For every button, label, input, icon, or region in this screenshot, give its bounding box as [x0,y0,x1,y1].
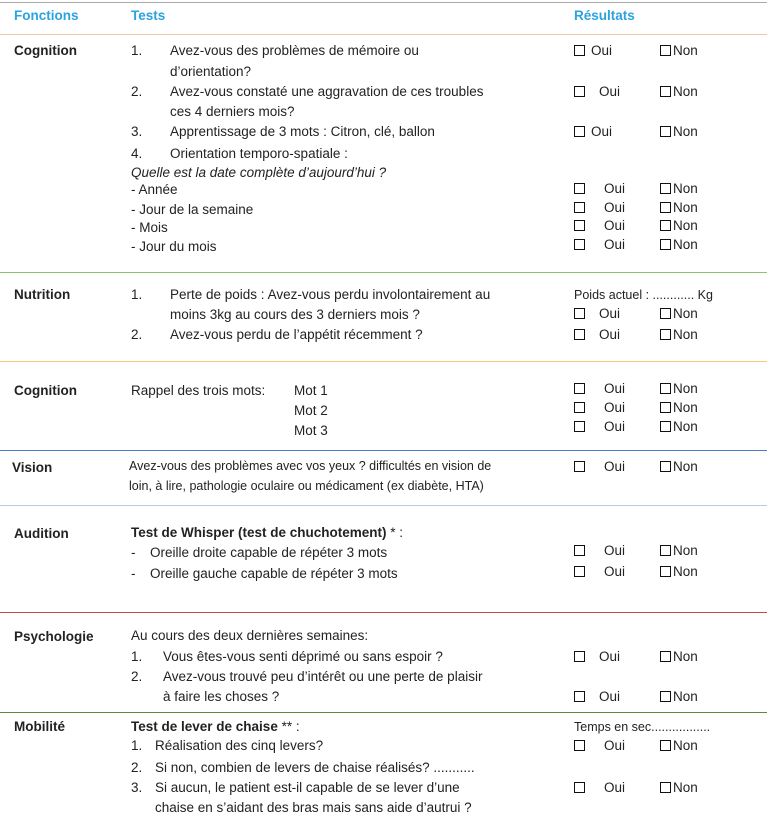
question-text: Avez-vous perdu de l’appétit récemment ? [170,327,423,342]
checkbox-oui[interactable] [574,183,585,194]
question-text: Avez-vous constaté une aggravation de ces troubles [170,84,484,99]
intro-text: Au cours des deux dernières semaines: [131,628,369,643]
oui-label: Oui [599,327,621,342]
sub-item: - Jour de la semaine [131,202,254,217]
non-label: Non [673,419,698,434]
oui-label: Oui [599,689,621,704]
test-name: Test de Whisper (test de chuchotement) [131,525,387,540]
question-text: Orientation temporo-spatiale : [170,146,348,161]
header-functions: Fonctions [14,8,79,23]
section-title-cognition-recall: Cognition [14,383,77,398]
recall-word: Mot 2 [294,403,328,418]
item-number: 2. [131,760,143,775]
oui-label: Oui [599,84,621,99]
divider [0,505,767,506]
oui-label: Oui [604,419,626,434]
recall-word: Mot 3 [294,423,328,438]
question-text: à faire les choses ? [163,689,280,704]
oui-label: Oui [604,400,626,415]
question-text: Apprentissage de 3 mots : Citron, clé, ballon [170,124,435,139]
item-number: 2. [131,327,143,342]
header-results: Résultats [574,8,635,23]
divider [0,712,767,713]
checkbox-non[interactable] [660,740,671,751]
non-label: Non [673,381,698,396]
checkbox-non[interactable] [660,461,671,472]
sub-item: - Jour du mois [131,239,217,254]
divider [0,361,767,362]
checkbox-oui[interactable] [574,220,585,231]
non-label: Non [673,459,698,474]
divider [0,450,767,451]
item-number: 1. [131,43,143,58]
question-text: moins 3kg au cours des 3 derniers mois ? [170,307,420,322]
question-text: Oreille droite capable de répéter 3 mots [150,545,388,560]
section-title-mobility: Mobilité [14,719,65,734]
divider [0,612,767,613]
question-text: Oreille gauche capable de répéter 3 mots [150,566,398,581]
checkbox-oui[interactable] [574,329,585,340]
item-number: 1. [131,738,143,753]
item-number: 1. [131,287,143,302]
non-label: Non [673,181,698,196]
checkbox-oui[interactable] [574,740,585,751]
oui-label: Oui [604,381,626,396]
sub-item: - Mois [131,220,168,235]
oui-label: Oui [591,124,613,139]
oui-label: Oui [604,200,626,215]
section-title-psychology: Psychologie [14,629,94,644]
oui-label: Oui [599,306,621,321]
non-label: Non [673,564,698,579]
divider [0,2,767,3]
non-label: Non [673,306,698,321]
checkbox-non[interactable] [660,126,671,137]
footnote-mark: * : [390,525,404,540]
oui-label: Oui [604,543,626,558]
question-text: chaise en s’aidant des bras mais sans aide d’autrui ? [155,800,472,815]
question-text: Avez-vous trouvé peu d’intérêt ou une perte de plaisir [163,669,483,684]
non-label: Non [673,327,698,342]
checkbox-oui[interactable] [574,383,585,394]
section-title-vision: Vision [12,460,53,475]
oui-label: Oui [604,181,626,196]
checkbox-non[interactable] [660,421,671,432]
item-number: 3. [131,124,143,139]
non-label: Non [673,780,698,795]
checkbox-non[interactable] [660,329,671,340]
checkbox-oui[interactable] [574,782,585,793]
non-label: Non [673,400,698,415]
checkbox-non[interactable] [660,782,671,793]
section-title-cognition: Cognition [14,43,77,58]
checkbox-non[interactable] [660,691,671,702]
non-label: Non [673,543,698,558]
item-number: 2. [131,669,143,684]
question-text: Réalisation des cinq levers? [155,738,324,753]
sub-item: - Année [131,182,178,197]
checkbox-non[interactable] [660,651,671,662]
oui-label: Oui [604,459,626,474]
divider [0,272,767,273]
question-text: loin, à lire, pathologie oculaire ou médicament (ex diabète, HTA) [129,479,484,493]
question-text: ces 4 derniers mois? [170,104,295,119]
dash: - [131,566,136,581]
non-label: Non [673,43,698,58]
question-text: Perte de poids : Avez-vous perdu involontairement au [170,287,491,302]
checkbox-oui[interactable] [574,239,585,250]
footnote-mark: ** : [281,719,300,734]
section-title-nutrition: Nutrition [14,287,71,302]
item-number: 4. [131,146,143,161]
item-number: 1. [131,649,143,664]
non-label: Non [673,237,698,252]
question-text: Si aucun, le patient est-il capable de se lever d’une [155,780,460,795]
checkbox-oui[interactable] [574,86,585,97]
item-number: 2. [131,84,143,99]
checkbox-non[interactable] [660,183,671,194]
question-text: d’orientation? [170,64,252,79]
checkbox-oui[interactable] [574,402,585,413]
non-label: Non [673,218,698,233]
checkbox-oui[interactable] [574,691,585,702]
checkbox-non[interactable] [660,220,671,231]
recall-word: Mot 1 [294,383,328,398]
question-text: Vous êtes-vous senti déprimé ou sans espoir ? [163,649,443,664]
question-text: Si non, combien de levers de chaise réalisés? ........... [155,760,475,775]
non-label: Non [673,84,698,99]
checkbox-oui[interactable] [574,545,585,556]
checkbox-oui[interactable] [574,421,585,432]
oui-label: Oui [604,237,626,252]
test-name: Test de lever de chaise [131,719,278,734]
non-label: Non [673,689,698,704]
checkbox-non[interactable] [660,566,671,577]
checkbox-non[interactable] [660,308,671,319]
checkbox-non[interactable] [660,86,671,97]
time-field[interactable]: Temps en sec................. [574,720,711,734]
divider [0,34,767,35]
question-text: Avez-vous des problèmes de mémoire ou [170,43,419,58]
checkbox-oui[interactable] [574,461,585,472]
checkbox-oui[interactable] [574,202,585,213]
checkbox-oui[interactable] [574,126,585,137]
question-text: Quelle est la date complète d’aujourd’hui ? [131,165,387,180]
checkbox-oui[interactable] [574,45,585,56]
oui-label: Oui [591,43,613,58]
non-label: Non [673,649,698,664]
checkbox-oui[interactable] [574,308,585,319]
header-tests: Tests [131,8,166,23]
weight-field[interactable]: Poids actuel : ............ Kg [574,288,713,302]
checkbox-non[interactable] [660,239,671,250]
dash: - [131,545,136,560]
checkbox-non[interactable] [660,45,671,56]
checkbox-non[interactable] [660,545,671,556]
item-number: 3. [131,780,143,795]
oui-label: Oui [604,738,626,753]
checkbox-non[interactable] [660,202,671,213]
oui-label: Oui [604,564,626,579]
checkbox-oui[interactable] [574,651,585,662]
question-text: Avez-vous des problèmes avec vos yeux ? difficultés en vision de [129,459,492,473]
non-label: Non [673,738,698,753]
checkbox-non[interactable] [660,402,671,413]
checkbox-oui[interactable] [574,566,585,577]
oui-label: Oui [604,780,626,795]
recall-label: Rappel des trois mots: [131,383,266,398]
section-title-audition: Audition [14,526,69,541]
non-label: Non [673,200,698,215]
checkbox-non[interactable] [660,383,671,394]
oui-label: Oui [599,649,621,664]
oui-label: Oui [604,218,626,233]
non-label: Non [673,124,698,139]
